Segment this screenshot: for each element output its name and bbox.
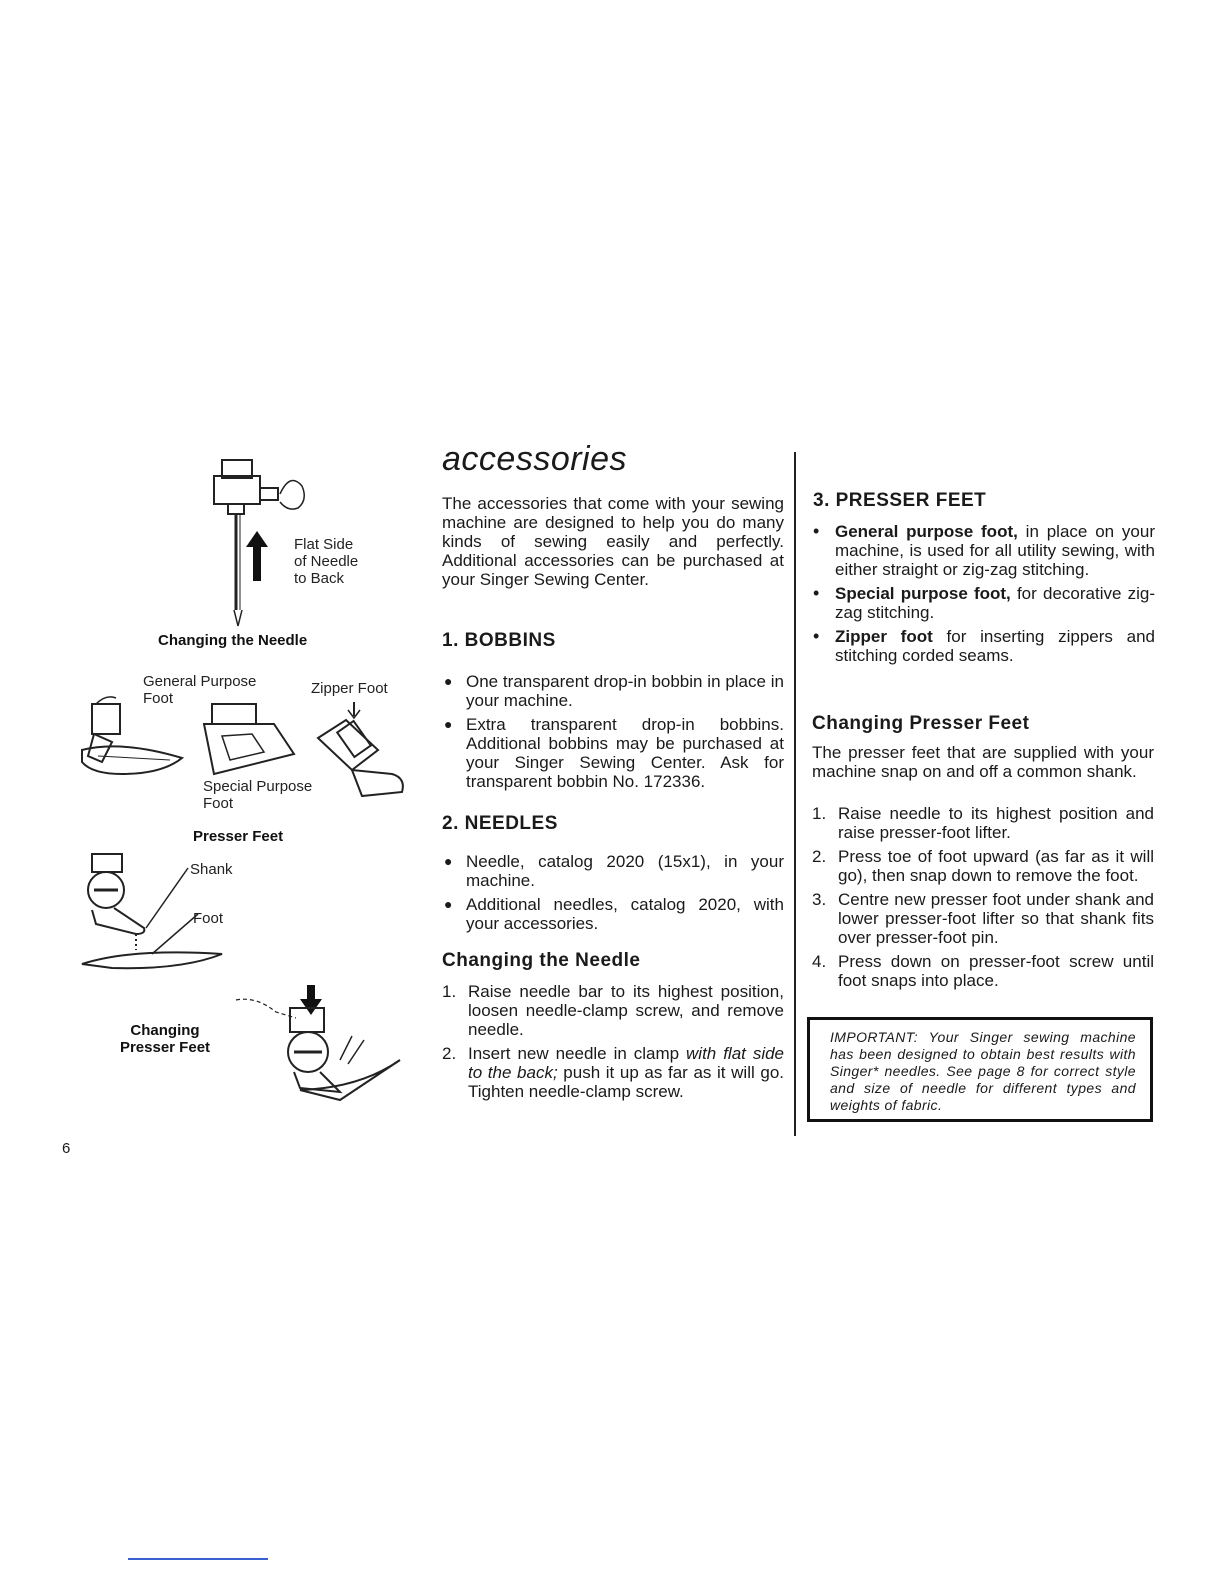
step-text: Press down on presser-foot screw until foot snaps into place.	[838, 952, 1154, 990]
item-bold: Special purpose foot,	[835, 584, 1011, 603]
step-text-rest: push it up as far as it will go. Tighten needle-clamp screw.	[468, 1063, 784, 1101]
item-bold: General purpose foot,	[835, 522, 1018, 541]
zipper-foot-label: Zipper Foot	[311, 680, 388, 697]
step-number: 3.	[812, 890, 827, 909]
needles-heading: 2. NEEDLES	[442, 813, 558, 834]
changing-presser-steps	[812, 804, 1154, 995]
step-text: Centre new presser foot under shank and lower presser-foot lifter so that shank fits over presser-foot pin.	[838, 890, 1154, 947]
list-item	[812, 847, 1154, 885]
step-number: 4.	[812, 952, 827, 971]
item-rest: in place on your machine, is used for all utility sewing, with either straight or zig-zag stitching.	[835, 522, 1155, 579]
step-text: Raise needle bar to its highest position, loosen needle-clamp screw, and remove needle.	[468, 982, 784, 1039]
general-purpose-foot-drawing	[78, 690, 188, 785]
needles-list	[442, 852, 784, 938]
step-text: Press toe of foot upward (as far as it will go), then snap down to remove the foot.	[838, 847, 1154, 885]
item-rest: for inserting zippers and stitching corded seams.	[835, 627, 1155, 665]
list-item	[812, 804, 1154, 842]
list-item	[812, 890, 1154, 947]
step-emphasis: with flat side to the back;	[468, 1044, 785, 1082]
item-bold: Zipper foot	[835, 627, 933, 646]
general-purpose-line1: General Purpose	[143, 673, 257, 690]
changing-caption-line1: Changing	[130, 1022, 200, 1039]
note-line-1: Flat Side	[294, 536, 354, 553]
bobbins-heading: 1. BOBBINS	[442, 630, 556, 651]
step-text: Insert new needle in clamp	[468, 1044, 687, 1063]
intro-paragraph: The accessories that come with your sewing machine are designed to help you do many kinds of sewing easily and perfectly. Additional accessories can be purchased at your Singer Sewing Center.	[442, 494, 784, 589]
changing-presser-feet-caption	[110, 1022, 220, 1056]
foot-label: Foot	[193, 910, 224, 927]
changing-caption-line2: Presser Feet	[119, 1039, 211, 1056]
step-number: 1.	[812, 804, 827, 823]
list-item	[811, 584, 1155, 622]
list-item: ● One transparent drop-in bobbin in place in your machine.	[442, 672, 784, 710]
presser-feet-list	[811, 522, 1155, 670]
presser-feet-heading: 3. PRESSER FEET	[813, 490, 987, 511]
zipper-foot-drawing	[314, 702, 414, 802]
list-item	[442, 982, 784, 1039]
list-item	[811, 522, 1155, 579]
shank-label: Shank	[190, 861, 233, 878]
changing-presser-feet-drawing	[232, 990, 412, 1105]
page-title: accessories	[442, 440, 628, 478]
general-purpose-line2: Foot	[143, 690, 174, 707]
note-line-3: to Back	[294, 570, 345, 587]
special-purpose-foot-drawing	[200, 700, 300, 780]
needle-flat-side-note	[294, 536, 384, 587]
list-item: ● Needle, catalog 2020 (15x1), in your machine.	[442, 852, 784, 890]
step-number: 1.	[442, 982, 457, 1001]
list-item	[442, 1044, 784, 1101]
special-purpose-line2: Foot	[203, 795, 234, 812]
list-item	[811, 627, 1155, 665]
important-note-box: IMPORTANT: Your Singer sewing machine has been designed to obtain best results with Singer* needles. See page 8 for correct style and size of needle for different types and weights of fabric.	[807, 1017, 1153, 1122]
special-purpose-label	[203, 778, 312, 812]
item-rest: for decorative zig-zag stitching.	[835, 584, 1155, 622]
step-text: Raise needle to its highest position and raise presser-foot lifter.	[838, 804, 1154, 842]
list-item: ● Additional needles, catalog 2020, with your accessories.	[442, 895, 784, 933]
step-number: 2.	[442, 1044, 457, 1063]
column-divider	[794, 452, 796, 1136]
up-arrow-icon	[246, 531, 268, 581]
special-purpose-line1: Special Purpose	[203, 778, 313, 795]
changing-presser-feet-heading: Changing Presser Feet	[812, 713, 1030, 734]
note-line-2: of Needle	[294, 553, 359, 570]
step-number: 2.	[812, 847, 827, 866]
list-item	[812, 952, 1154, 990]
bobbins-list	[442, 672, 784, 796]
footer-rule	[128, 1558, 268, 1560]
changing-needle-heading: Changing the Needle	[442, 950, 641, 971]
presser-feet-caption: Presser Feet	[193, 828, 284, 845]
needle-figure-caption: Changing the Needle	[158, 632, 308, 649]
changing-needle-steps	[442, 982, 784, 1106]
list-item: ● Extra transparent drop-in bobbins. Additional bobbins may be purchased at your Singer Sewing Center. Ask for transparent bobbin No. 172336.	[442, 715, 784, 791]
changing-presser-intro: The presser feet that are supplied with your machine snap on and off a common shank.	[812, 743, 1154, 781]
page-number: 6	[62, 1140, 71, 1157]
